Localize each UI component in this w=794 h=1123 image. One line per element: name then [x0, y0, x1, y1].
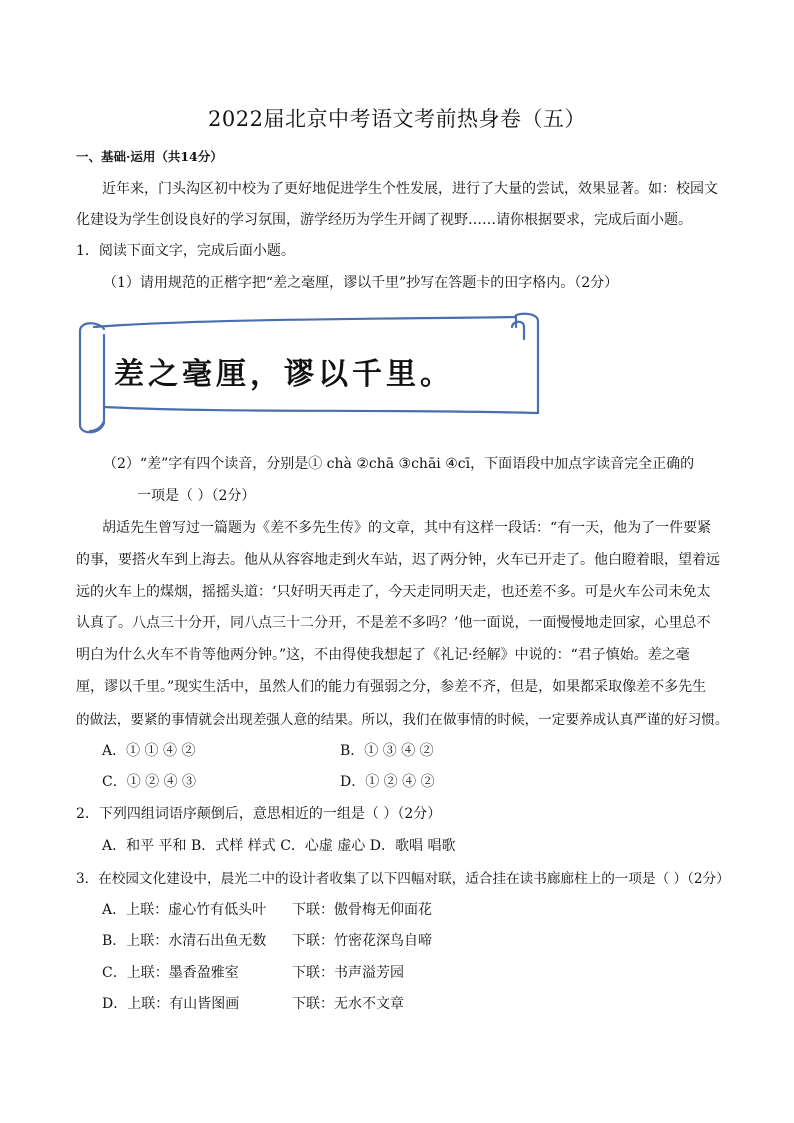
question-2-stem: 2．下列四组词语序颠倒后，意思相近的一组是（ ）（2分）	[76, 806, 442, 822]
page-title: 2022届北京中考语文考前热身卷（五）	[208, 107, 586, 131]
q3-option-d-lower: 下联：无水不文章	[292, 996, 404, 1012]
question-1-stem: 1．阅读下面文字，完成后面小题。	[76, 243, 295, 259]
option-b[interactable]: B．① ③ ④ ②	[340, 743, 434, 759]
passage-line-2: 的事，要搭火车到上海去。他从从容容地走到火车站，迟了两分钟，火车已开走了。他白瞪着眼，望着远	[76, 552, 720, 568]
q3-option-b-upper[interactable]: B．上联：水清石出鱼无数	[102, 933, 267, 949]
passage-line-1: 胡适先生曾写过一篇题为《差不多先生传》的文章，其中有这样一段话：“有一天，他为了一件要紧	[102, 520, 712, 536]
q3-option-c-lower: 下联：书声溢芳园	[292, 965, 404, 981]
option-d[interactable]: D．① ② ④ ②	[340, 774, 435, 790]
q3-option-a-upper[interactable]: A．上联：虚心竹有低头叶	[102, 902, 267, 918]
question-2-options[interactable]: A．和平 平和 B．式样 样式 C．心虚 虚心 D．歌唱 唱歌	[102, 838, 456, 854]
q3-option-d-upper[interactable]: D．上联：有山皆图画	[102, 996, 240, 1012]
q3-option-c-upper[interactable]: C．上联：墨香盈雅室	[102, 965, 239, 981]
q3-option-b-lower: 下联：竹密花深鸟自啼	[292, 933, 432, 949]
scroll-illustration	[76, 309, 544, 437]
intro-line-2: 化建设为学生创设良好的学习氛围，游学经历为学生开阔了视野……请你根据要求，完成后面小题。	[76, 212, 692, 228]
option-c[interactable]: C．① ② ④ ③	[102, 774, 197, 790]
option-a[interactable]: A．① ① ④ ②	[102, 743, 196, 759]
passage-line-4: 认真了。八点三十分开，同八点三十二分开，不是差不多吗？’他一面说，一面慢慢地走回家，心里总不	[76, 615, 711, 631]
question-1-sub2-line1: （2）“差”字有四个读音，分别是① chà ②chā ③chāi ④cī，下面语段中加点字读音完全正确的	[103, 456, 695, 472]
question-3-stem: 3．在校园文化建设中，晨光二中的设计者收集了以下四幅对联，适合挂在读书廊廊柱上的一项是（ ）（2分）	[76, 871, 730, 887]
passage-line-6: 厘，谬以千里。”现实生活中，虽然人们的能力有强弱之分，参差不齐，但是，如果都采取像差不多先生	[76, 679, 707, 695]
passage-line-3: 远的火车上的煤烟，摇摇头道：‘只好明天再走了，今天走同明天走，也还差不多。可是火车公司未免太	[76, 584, 711, 600]
intro-line-1: 近年来，门头沟区初中校为了更好地促进学生个性发展，进行了大量的尝试，效果显著。如：校园文	[102, 181, 718, 197]
question-1-sub1: （1）请用规范的正楷字把“差之毫厘，谬以千里”抄写在答题卡的田字格内。（2分）	[103, 275, 619, 291]
passage-line-5: 明白为什么火车不肯等他两分钟。”这，不由得使我想起了《礼记·经解》中说的：“君子慎始。差之毫	[76, 647, 690, 663]
scroll-text: 差之毫厘，谬以千里。	[114, 357, 454, 392]
question-1-sub2-line2: 一项是（ ）（2分）	[137, 488, 256, 504]
passage-line-7: 的做法，要紧的事情就会出现差强人意的结果。所以，我们在做事情的时候，一定要养成认真严谨的好习惯。	[76, 712, 729, 728]
section-heading: 一、基础·运用（共14分）	[76, 149, 223, 164]
q3-option-a-lower: 下联：傲骨梅无仰面花	[292, 902, 432, 918]
